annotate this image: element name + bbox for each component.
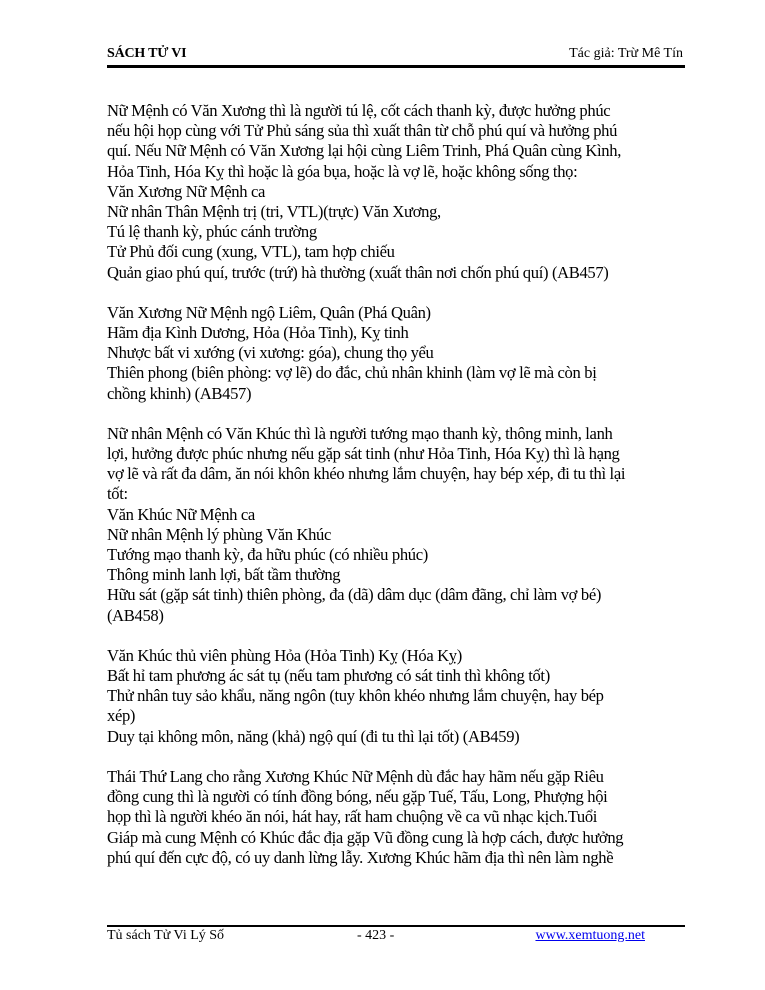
text-line: Hữu sát (gặp sát tinh) thiên phòng, đa (dã) dâm dục (dâm đãng, chỉ làm vợ bé) [107, 585, 602, 605]
text-line: Thiên phong (biên phòng: vợ lẽ) do đắc, chủ nhân khinh (làm vợ lẽ mà còn bị [107, 363, 597, 383]
text-line: Giáp mà cung Mệnh có Khúc đắc địa gặp Vũ đồng cung là hợp cách, được hưởng [107, 827, 624, 847]
page-body [107, 101, 687, 888]
page-footer [107, 928, 685, 946]
header-divider [107, 65, 685, 68]
text-line: Nữ nhân Mệnh lý phùng Văn Khúc [107, 524, 332, 544]
text-line: (AB458) [107, 605, 164, 625]
text-line: Thử nhân tuy sảo khẩu, năng ngôn (tuy khôn khéo nhưng lắm chuyện, hay bép [107, 686, 604, 706]
text-line: nếu hội họp cùng với Tử Phủ sáng sủa thì xuất thân từ chỗ phú quí và hưởng phú [107, 121, 618, 141]
text-line: Duy tại không môn, năng (khả) ngộ quí (đi tu thì lại tốt) (AB459) [107, 726, 520, 746]
text-line: Văn Khúc thủ viên phùng Hỏa (Hỏa Tinh) Kỵ (Hóa Kỵ) [107, 645, 462, 665]
text-line: Văn Khúc Nữ Mệnh ca [107, 504, 255, 524]
text-line: Thông minh lanh lợi, bất tầm thường [107, 565, 341, 585]
text-line: Văn Xương Nữ Mệnh ngộ Liêm, Quân (Phá Quân) [107, 302, 431, 322]
paragraph-van-khuc-verse [107, 646, 687, 747]
paragraph-van-xuong-intro [107, 101, 687, 283]
text-line: Nữ Mệnh có Văn Xương thì là người tú lệ, cốt cách thanh kỳ, được hưởng phúc [107, 101, 611, 120]
text-line: Tử Phủ đối cung (xung, VTL), tam hợp chiếu [107, 242, 395, 262]
text-line: Nữ nhân Mệnh có Văn Khúc thì là người tướng mạo thanh kỳ, thông minh, lanh [107, 423, 613, 443]
series-name: Tủ sách Tử Vi Lý Số [107, 928, 225, 943]
text-line: Nữ nhân Thân Mệnh trị (tri, VTL)(trực) Văn Xương, [107, 202, 441, 222]
paragraph-van-xuong-verse [107, 303, 687, 404]
text-line: Tú lệ thanh kỳ, phúc cánh trường [107, 222, 317, 242]
text-line: lợi, hưởng được phúc nhưng nếu gặp sát tinh (như Hỏa Tinh, Hóa Kỵ) thì là hạng [107, 444, 620, 464]
text-line: Tướng mạo thanh kỳ, đa hữu phúc (có nhiều phúc) [107, 545, 428, 565]
text-line: đồng cung thì là người có tính đồng bóng, nếu gặp Tuế, Tấu, Long, Phượng hội [107, 787, 608, 807]
page-number: - 423 - [357, 928, 395, 943]
text-line: Nhược bất vi xướng (vi xương: góa), chung thọ yểu [107, 343, 434, 363]
text-line: xép) [107, 706, 136, 726]
text-line: vợ lẽ và rất đa dâm, ăn nói khôn khéo nhưng lắm chuyện, hay bép xép, đi tu thì lại [107, 464, 626, 484]
paragraph-thai-thu-lang [107, 767, 687, 868]
text-line: quí. Nếu Nữ Mệnh có Văn Xương lại hội cùng Liêm Trinh, Phá Quân cùng Kình, [107, 141, 621, 161]
author-credit: Tác giả: Trừ Mê Tín [569, 46, 683, 61]
paragraph-van-khuc-intro [107, 424, 687, 626]
book-title: SÁCH TỬ VI [107, 46, 187, 61]
text-line: phú quí đến cực độ, có uy danh lừng lẫy. Xương Khúc hãm địa thì nên làm nghề [107, 847, 614, 867]
text-line: Hỏa Tinh, Hóa Kỵ thì hoặc là góa bụa, hoặc là vợ lẽ, hoặc không sống thọ: [107, 161, 578, 181]
text-line: Bất hỉ tam phương ác sát tụ (nếu tam phương có sát tinh thì không tốt) [107, 666, 550, 686]
footer-divider [107, 925, 685, 927]
website-link[interactable]: www.xemtuong.net [535, 928, 645, 943]
text-line: Quản giao phú quí, trước (trứ) hà thường (xuất thân nơi chốn phú quí) (AB457) [107, 262, 609, 282]
text-line: Văn Xương Nữ Mệnh ca [107, 181, 266, 201]
page-header [107, 46, 685, 66]
text-line: chồng khinh) (AB457) [107, 383, 252, 403]
text-line: tốt: [107, 484, 128, 504]
text-line: Thái Thứ Lang cho rằng Xương Khúc Nữ Mệnh dù đắc hay hãm nếu gặp Riêu [107, 766, 604, 786]
text-line: họp thì là người khéo ăn nói, hát hay, rất ham chuộng về ca vũ nhạc kịch.Tuổi [107, 807, 598, 827]
text-line: Hãm địa Kình Dương, Hỏa (Hỏa Tinh), Kỵ tinh [107, 323, 409, 343]
